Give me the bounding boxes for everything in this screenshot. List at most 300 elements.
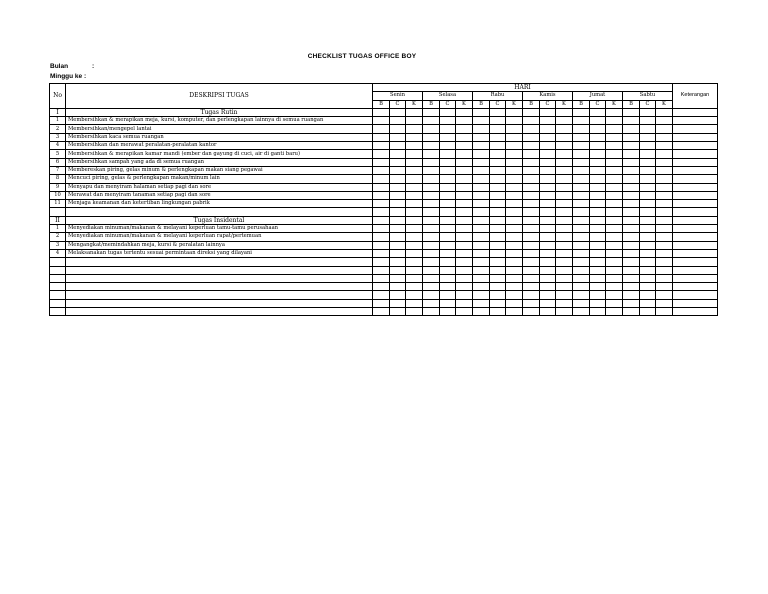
check-cell[interactable] <box>423 125 440 133</box>
check-cell[interactable] <box>573 158 590 166</box>
check-cell[interactable] <box>440 150 456 158</box>
check-cell[interactable] <box>623 208 640 216</box>
check-cell[interactable] <box>606 150 623 158</box>
check-cell[interactable] <box>590 133 606 141</box>
check-cell[interactable] <box>440 183 456 191</box>
check-cell[interactable] <box>556 283 573 291</box>
check-cell[interactable] <box>623 125 640 133</box>
check-cell[interactable] <box>440 191 456 199</box>
check-cell[interactable] <box>456 191 473 199</box>
check-cell[interactable] <box>490 283 506 291</box>
check-cell[interactable] <box>590 308 606 316</box>
check-cell[interactable] <box>623 258 640 266</box>
check-cell[interactable] <box>506 241 523 249</box>
check-cell[interactable] <box>423 166 440 174</box>
check-cell[interactable] <box>490 258 506 266</box>
check-cell[interactable] <box>473 258 490 266</box>
check-cell[interactable] <box>373 175 390 183</box>
check-cell[interactable] <box>506 308 523 316</box>
check-cell[interactable] <box>590 258 606 266</box>
check-cell[interactable] <box>456 216 473 224</box>
check-cell[interactable] <box>506 283 523 291</box>
check-cell[interactable] <box>423 208 440 216</box>
check-cell[interactable] <box>640 258 656 266</box>
check-cell[interactable] <box>506 233 523 241</box>
check-cell[interactable] <box>556 291 573 299</box>
check-cell[interactable] <box>640 274 656 282</box>
check-cell[interactable] <box>556 158 573 166</box>
check-cell[interactable] <box>390 258 406 266</box>
check-cell[interactable] <box>490 158 506 166</box>
check-cell[interactable] <box>640 183 656 191</box>
check-cell[interactable] <box>406 142 423 150</box>
check-cell[interactable] <box>640 108 656 116</box>
check-cell[interactable] <box>473 274 490 282</box>
check-cell[interactable] <box>456 308 473 316</box>
check-cell[interactable] <box>506 258 523 266</box>
check-cell[interactable] <box>506 117 523 125</box>
check-cell[interactable] <box>556 200 573 208</box>
check-cell[interactable] <box>656 208 673 216</box>
check-cell[interactable] <box>456 133 473 141</box>
check-cell[interactable] <box>590 117 606 125</box>
check-cell[interactable] <box>623 166 640 174</box>
check-cell[interactable] <box>606 208 623 216</box>
check-cell[interactable] <box>390 308 406 316</box>
check-cell[interactable] <box>456 125 473 133</box>
check-cell[interactable] <box>623 183 640 191</box>
check-cell[interactable] <box>440 175 456 183</box>
check-cell[interactable] <box>590 191 606 199</box>
check-cell[interactable] <box>573 142 590 150</box>
check-cell[interactable] <box>456 183 473 191</box>
check-cell[interactable] <box>606 291 623 299</box>
check-cell[interactable] <box>656 266 673 274</box>
check-cell[interactable] <box>456 108 473 116</box>
check-cell[interactable] <box>423 266 440 274</box>
check-cell[interactable] <box>423 225 440 233</box>
check-cell[interactable] <box>540 175 556 183</box>
check-cell[interactable] <box>406 274 423 282</box>
check-cell[interactable] <box>590 108 606 116</box>
check-cell[interactable] <box>573 200 590 208</box>
check-cell[interactable] <box>490 200 506 208</box>
check-cell[interactable] <box>523 117 540 125</box>
check-cell[interactable] <box>390 142 406 150</box>
check-cell[interactable] <box>540 117 556 125</box>
check-cell[interactable] <box>373 150 390 158</box>
check-cell[interactable] <box>523 142 540 150</box>
check-cell[interactable] <box>540 291 556 299</box>
check-cell[interactable] <box>456 291 473 299</box>
check-cell[interactable] <box>623 249 640 257</box>
check-cell[interactable] <box>573 117 590 125</box>
check-cell[interactable] <box>390 266 406 274</box>
check-cell[interactable] <box>406 299 423 307</box>
check-cell[interactable] <box>423 308 440 316</box>
check-cell[interactable] <box>423 258 440 266</box>
check-cell[interactable] <box>573 249 590 257</box>
check-cell[interactable] <box>406 200 423 208</box>
check-cell[interactable] <box>556 299 573 307</box>
check-cell[interactable] <box>573 225 590 233</box>
check-cell[interactable] <box>556 225 573 233</box>
keterangan-cell[interactable] <box>673 225 718 233</box>
check-cell[interactable] <box>623 283 640 291</box>
check-cell[interactable] <box>373 225 390 233</box>
check-cell[interactable] <box>573 258 590 266</box>
check-cell[interactable] <box>606 175 623 183</box>
check-cell[interactable] <box>573 183 590 191</box>
check-cell[interactable] <box>423 216 440 224</box>
check-cell[interactable] <box>456 299 473 307</box>
check-cell[interactable] <box>640 283 656 291</box>
check-cell[interactable] <box>406 233 423 241</box>
check-cell[interactable] <box>523 241 540 249</box>
check-cell[interactable] <box>590 216 606 224</box>
check-cell[interactable] <box>490 183 506 191</box>
check-cell[interactable] <box>606 308 623 316</box>
check-cell[interactable] <box>606 249 623 257</box>
check-cell[interactable] <box>540 150 556 158</box>
check-cell[interactable] <box>523 266 540 274</box>
check-cell[interactable] <box>456 283 473 291</box>
check-cell[interactable] <box>423 150 440 158</box>
check-cell[interactable] <box>656 249 673 257</box>
check-cell[interactable] <box>490 249 506 257</box>
check-cell[interactable] <box>406 125 423 133</box>
check-cell[interactable] <box>523 133 540 141</box>
check-cell[interactable] <box>373 241 390 249</box>
check-cell[interactable] <box>490 241 506 249</box>
check-cell[interactable] <box>640 249 656 257</box>
check-cell[interactable] <box>640 225 656 233</box>
check-cell[interactable] <box>373 166 390 174</box>
check-cell[interactable] <box>573 266 590 274</box>
check-cell[interactable] <box>440 125 456 133</box>
check-cell[interactable] <box>540 208 556 216</box>
check-cell[interactable] <box>456 249 473 257</box>
keterangan-cell[interactable] <box>673 258 718 266</box>
check-cell[interactable] <box>473 291 490 299</box>
check-cell[interactable] <box>473 142 490 150</box>
check-cell[interactable] <box>556 266 573 274</box>
check-cell[interactable] <box>623 266 640 274</box>
check-cell[interactable] <box>406 241 423 249</box>
check-cell[interactable] <box>473 133 490 141</box>
check-cell[interactable] <box>656 299 673 307</box>
check-cell[interactable] <box>640 125 656 133</box>
check-cell[interactable] <box>556 133 573 141</box>
check-cell[interactable] <box>523 125 540 133</box>
check-cell[interactable] <box>656 183 673 191</box>
check-cell[interactable] <box>523 291 540 299</box>
keterangan-cell[interactable] <box>673 166 718 174</box>
check-cell[interactable] <box>473 216 490 224</box>
check-cell[interactable] <box>390 200 406 208</box>
check-cell[interactable] <box>623 150 640 158</box>
check-cell[interactable] <box>373 266 390 274</box>
check-cell[interactable] <box>606 125 623 133</box>
check-cell[interactable] <box>373 274 390 282</box>
keterangan-cell[interactable] <box>673 142 718 150</box>
check-cell[interactable] <box>540 216 556 224</box>
check-cell[interactable] <box>523 166 540 174</box>
check-cell[interactable] <box>523 108 540 116</box>
check-cell[interactable] <box>540 283 556 291</box>
check-cell[interactable] <box>590 233 606 241</box>
check-cell[interactable] <box>640 142 656 150</box>
check-cell[interactable] <box>523 158 540 166</box>
check-cell[interactable] <box>506 133 523 141</box>
check-cell[interactable] <box>490 175 506 183</box>
check-cell[interactable] <box>606 233 623 241</box>
check-cell[interactable] <box>440 274 456 282</box>
check-cell[interactable] <box>423 274 440 282</box>
check-cell[interactable] <box>523 191 540 199</box>
check-cell[interactable] <box>656 200 673 208</box>
check-cell[interactable] <box>656 283 673 291</box>
check-cell[interactable] <box>373 233 390 241</box>
check-cell[interactable] <box>640 291 656 299</box>
check-cell[interactable] <box>373 308 390 316</box>
check-cell[interactable] <box>440 166 456 174</box>
check-cell[interactable] <box>623 274 640 282</box>
check-cell[interactable] <box>606 183 623 191</box>
check-cell[interactable] <box>373 125 390 133</box>
check-cell[interactable] <box>540 258 556 266</box>
check-cell[interactable] <box>423 108 440 116</box>
check-cell[interactable] <box>656 125 673 133</box>
keterangan-cell[interactable] <box>673 175 718 183</box>
check-cell[interactable] <box>556 125 573 133</box>
check-cell[interactable] <box>390 241 406 249</box>
check-cell[interactable] <box>556 233 573 241</box>
check-cell[interactable] <box>506 225 523 233</box>
check-cell[interactable] <box>473 183 490 191</box>
check-cell[interactable] <box>440 133 456 141</box>
check-cell[interactable] <box>390 125 406 133</box>
check-cell[interactable] <box>373 183 390 191</box>
check-cell[interactable] <box>640 117 656 125</box>
check-cell[interactable] <box>490 291 506 299</box>
keterangan-cell[interactable] <box>673 117 718 125</box>
check-cell[interactable] <box>590 283 606 291</box>
check-cell[interactable] <box>473 241 490 249</box>
check-cell[interactable] <box>506 125 523 133</box>
check-cell[interactable] <box>406 117 423 125</box>
check-cell[interactable] <box>540 191 556 199</box>
check-cell[interactable] <box>506 150 523 158</box>
check-cell[interactable] <box>490 308 506 316</box>
check-cell[interactable] <box>406 166 423 174</box>
keterangan-cell[interactable] <box>673 216 718 224</box>
check-cell[interactable] <box>623 108 640 116</box>
check-cell[interactable] <box>456 241 473 249</box>
check-cell[interactable] <box>606 133 623 141</box>
check-cell[interactable] <box>456 266 473 274</box>
check-cell[interactable] <box>406 216 423 224</box>
keterangan-cell[interactable] <box>673 274 718 282</box>
check-cell[interactable] <box>473 150 490 158</box>
check-cell[interactable] <box>640 166 656 174</box>
check-cell[interactable] <box>623 117 640 125</box>
check-cell[interactable] <box>456 274 473 282</box>
check-cell[interactable] <box>656 150 673 158</box>
check-cell[interactable] <box>623 191 640 199</box>
check-cell[interactable] <box>523 233 540 241</box>
check-cell[interactable] <box>573 133 590 141</box>
keterangan-cell[interactable] <box>673 183 718 191</box>
check-cell[interactable] <box>523 249 540 257</box>
check-cell[interactable] <box>490 133 506 141</box>
check-cell[interactable] <box>423 233 440 241</box>
check-cell[interactable] <box>406 183 423 191</box>
check-cell[interactable] <box>456 150 473 158</box>
check-cell[interactable] <box>573 241 590 249</box>
check-cell[interactable] <box>506 291 523 299</box>
check-cell[interactable] <box>490 208 506 216</box>
check-cell[interactable] <box>573 208 590 216</box>
check-cell[interactable] <box>606 117 623 125</box>
check-cell[interactable] <box>606 241 623 249</box>
check-cell[interactable] <box>640 216 656 224</box>
check-cell[interactable] <box>390 133 406 141</box>
check-cell[interactable] <box>523 200 540 208</box>
check-cell[interactable] <box>590 166 606 174</box>
check-cell[interactable] <box>406 225 423 233</box>
check-cell[interactable] <box>623 299 640 307</box>
check-cell[interactable] <box>556 208 573 216</box>
check-cell[interactable] <box>373 249 390 257</box>
check-cell[interactable] <box>506 191 523 199</box>
check-cell[interactable] <box>423 175 440 183</box>
check-cell[interactable] <box>540 274 556 282</box>
check-cell[interactable] <box>423 200 440 208</box>
check-cell[interactable] <box>440 258 456 266</box>
check-cell[interactable] <box>490 225 506 233</box>
check-cell[interactable] <box>540 142 556 150</box>
check-cell[interactable] <box>573 175 590 183</box>
check-cell[interactable] <box>390 150 406 158</box>
check-cell[interactable] <box>506 158 523 166</box>
check-cell[interactable] <box>640 175 656 183</box>
check-cell[interactable] <box>456 208 473 216</box>
keterangan-cell[interactable] <box>673 133 718 141</box>
check-cell[interactable] <box>556 117 573 125</box>
check-cell[interactable] <box>590 291 606 299</box>
keterangan-cell[interactable] <box>673 108 718 116</box>
check-cell[interactable] <box>373 191 390 199</box>
check-cell[interactable] <box>423 158 440 166</box>
check-cell[interactable] <box>590 200 606 208</box>
check-cell[interactable] <box>640 150 656 158</box>
check-cell[interactable] <box>640 200 656 208</box>
check-cell[interactable] <box>590 274 606 282</box>
check-cell[interactable] <box>573 274 590 282</box>
check-cell[interactable] <box>423 299 440 307</box>
check-cell[interactable] <box>440 216 456 224</box>
keterangan-cell[interactable] <box>673 283 718 291</box>
check-cell[interactable] <box>423 291 440 299</box>
check-cell[interactable] <box>656 241 673 249</box>
check-cell[interactable] <box>640 191 656 199</box>
check-cell[interactable] <box>590 125 606 133</box>
check-cell[interactable] <box>506 208 523 216</box>
check-cell[interactable] <box>373 291 390 299</box>
check-cell[interactable] <box>640 133 656 141</box>
keterangan-cell[interactable] <box>673 158 718 166</box>
check-cell[interactable] <box>440 233 456 241</box>
check-cell[interactable] <box>540 200 556 208</box>
check-cell[interactable] <box>406 158 423 166</box>
check-cell[interactable] <box>590 142 606 150</box>
check-cell[interactable] <box>473 208 490 216</box>
check-cell[interactable] <box>540 233 556 241</box>
check-cell[interactable] <box>656 142 673 150</box>
check-cell[interactable] <box>473 299 490 307</box>
check-cell[interactable] <box>440 308 456 316</box>
check-cell[interactable] <box>440 158 456 166</box>
check-cell[interactable] <box>490 299 506 307</box>
check-cell[interactable] <box>556 142 573 150</box>
check-cell[interactable] <box>473 158 490 166</box>
check-cell[interactable] <box>656 133 673 141</box>
check-cell[interactable] <box>490 142 506 150</box>
keterangan-cell[interactable] <box>673 299 718 307</box>
check-cell[interactable] <box>656 191 673 199</box>
check-cell[interactable] <box>573 108 590 116</box>
check-cell[interactable] <box>423 117 440 125</box>
check-cell[interactable] <box>373 216 390 224</box>
check-cell[interactable] <box>540 158 556 166</box>
check-cell[interactable] <box>406 258 423 266</box>
check-cell[interactable] <box>373 133 390 141</box>
check-cell[interactable] <box>456 117 473 125</box>
check-cell[interactable] <box>640 208 656 216</box>
check-cell[interactable] <box>606 274 623 282</box>
check-cell[interactable] <box>490 125 506 133</box>
check-cell[interactable] <box>656 108 673 116</box>
check-cell[interactable] <box>373 200 390 208</box>
check-cell[interactable] <box>506 274 523 282</box>
check-cell[interactable] <box>540 266 556 274</box>
check-cell[interactable] <box>656 225 673 233</box>
check-cell[interactable] <box>456 175 473 183</box>
check-cell[interactable] <box>373 258 390 266</box>
check-cell[interactable] <box>556 249 573 257</box>
keterangan-cell[interactable] <box>673 266 718 274</box>
check-cell[interactable] <box>656 158 673 166</box>
check-cell[interactable] <box>540 308 556 316</box>
check-cell[interactable] <box>373 142 390 150</box>
check-cell[interactable] <box>590 249 606 257</box>
check-cell[interactable] <box>623 216 640 224</box>
check-cell[interactable] <box>373 208 390 216</box>
check-cell[interactable] <box>556 150 573 158</box>
keterangan-cell[interactable] <box>673 241 718 249</box>
check-cell[interactable] <box>506 216 523 224</box>
check-cell[interactable] <box>556 166 573 174</box>
check-cell[interactable] <box>440 108 456 116</box>
check-cell[interactable] <box>523 274 540 282</box>
check-cell[interactable] <box>606 266 623 274</box>
check-cell[interactable] <box>490 166 506 174</box>
check-cell[interactable] <box>390 108 406 116</box>
check-cell[interactable] <box>556 216 573 224</box>
check-cell[interactable] <box>473 233 490 241</box>
check-cell[interactable] <box>456 142 473 150</box>
